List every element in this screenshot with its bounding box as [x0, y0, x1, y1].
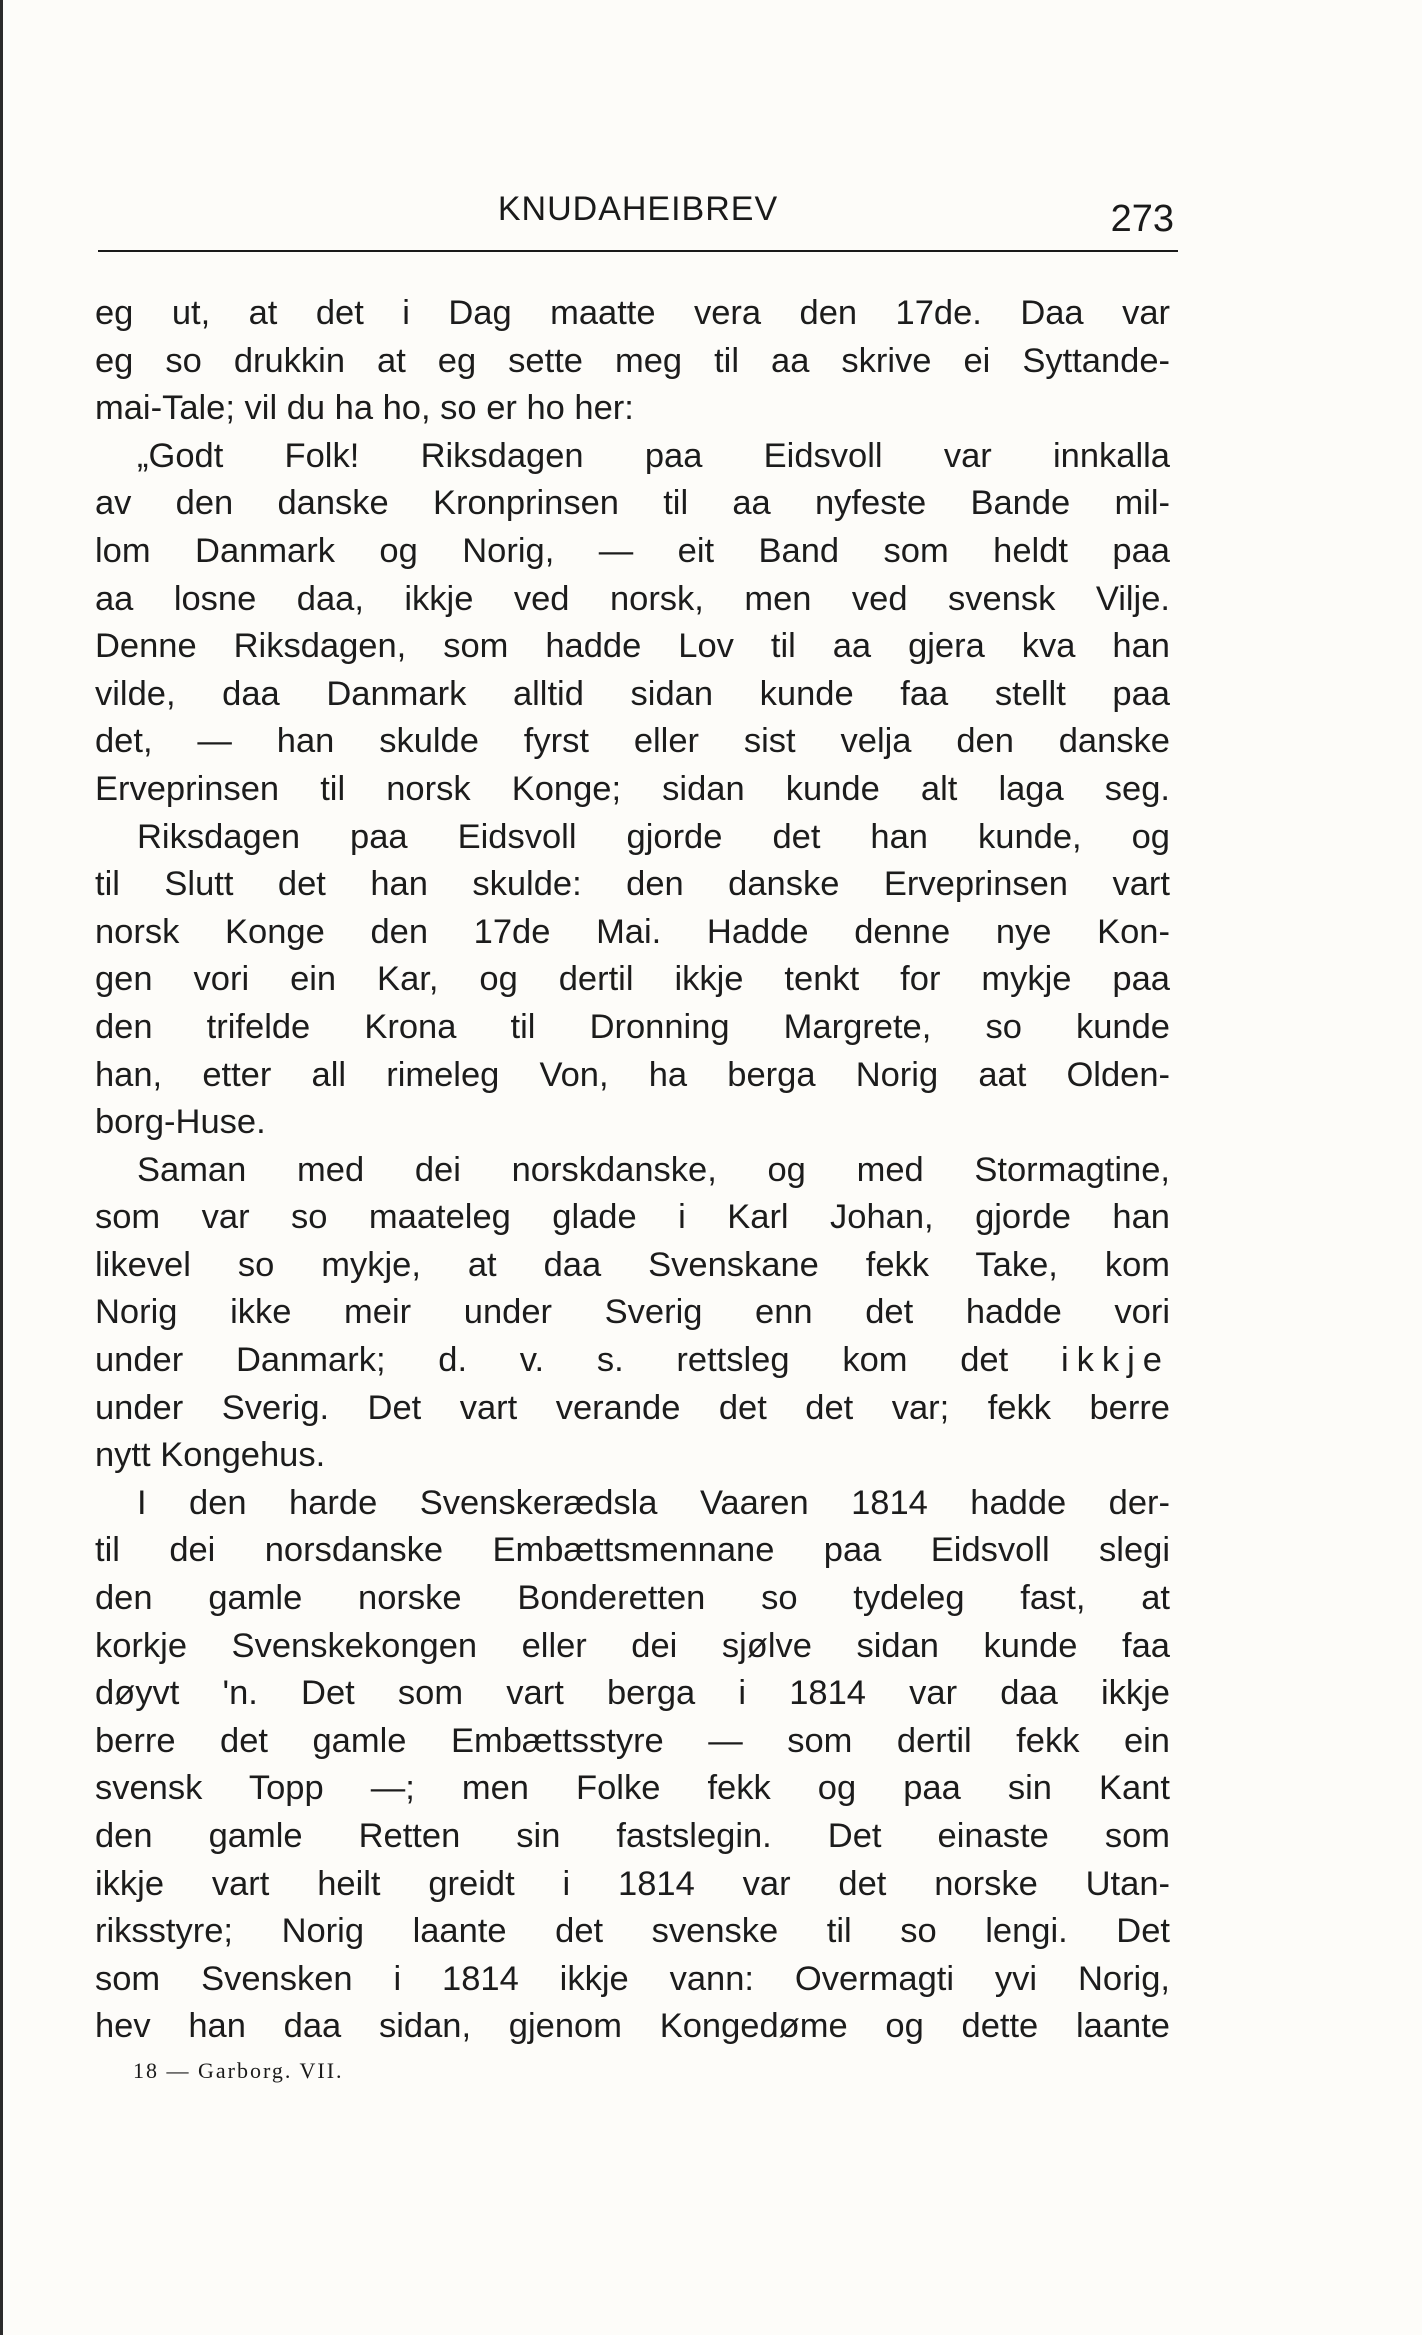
text-line: hev han daa sidan, gjenom Kongedøme og dette laante — [95, 2007, 1170, 2046]
text-line: mai-Tale; vil du ha ho, so er ho her: — [95, 389, 634, 428]
text-line: nytt Kongehus. — [95, 1436, 326, 1475]
text-line: likevel so mykje, at daa Svenskane fekk Take, kom — [95, 1245, 1170, 1284]
text-line: som var so maateleg glade i Karl Johan, gjorde han — [95, 1198, 1170, 1237]
text-line: døyvt 'n. Det som vart berga i 1814 var daa ikkje — [95, 1674, 1170, 1713]
page-header — [98, 190, 1178, 252]
text-line: svensk Topp —; men Folke fekk og paa sin Kant — [95, 1769, 1170, 1808]
text-line: „Godt Folk! Riksdagen paa Eidsvoll var innkalla — [137, 436, 1170, 475]
text-line: den trifelde Krona til Dronning Margrete, so kunde — [95, 1007, 1170, 1046]
text-segment: under Danmark; d. v. s. rettsleg kom det — [95, 1341, 1009, 1380]
text-line: til Slutt det han skulde: den danske Erveprinsen vart — [95, 865, 1170, 904]
text-line: av den danske Kronprinsen til aa nyfeste Bande mil- — [95, 484, 1170, 523]
text-line: den gamle Retten sin fastslegin. Det einaste som — [95, 1817, 1170, 1855]
text-line: gen vori ein Kar, og dertil ikkje tenkt for mykje paa — [95, 960, 1170, 999]
text-line: ikkje vart heilt greidt i 1814 var det norske Utan- — [95, 1864, 1170, 1903]
body-text — [95, 290, 1170, 2051]
text-line: eg so drukkin at eg sette meg til aa skrive ei Syttande- — [95, 341, 1170, 380]
text-line: eg ut, at det i Dag maatte vera den 17de. Daa var — [95, 294, 1170, 332]
text-line: han, etter all rimeleg Von, ha berga Norig aat Olden- — [95, 1055, 1170, 1094]
text-line: Saman med dei norskdanske, og med Stormagtine, — [137, 1150, 1170, 1189]
text-line: I den harde Svenskerædsla Vaaren 1814 hadde der- — [137, 1483, 1170, 1522]
printer-signature: 18 — Garborg. VII. — [133, 2058, 344, 2083]
text-line: Denne Riksdagen, som hadde Lov til aa gjera kva han — [95, 627, 1170, 666]
running-title: KNUDAHEIBREV — [497, 190, 779, 228]
text-line: aa losne daa, ikkje ved norsk, men ved svensk Vilje. — [95, 579, 1170, 618]
text-line: til dei norsdanske Embættsmennane paa Eidsvoll slegi — [95, 1531, 1170, 1570]
text-line: Riksdagen paa Eidsvoll gjorde det han kunde, og — [137, 817, 1170, 856]
text-line: det, — han skulde fyrst eller sist velja den danske — [95, 722, 1170, 761]
text-line: berre det gamle Embættsstyre — som dertil fekk ein — [95, 1721, 1170, 1760]
text-line: korkje Svenskekongen eller dei sjølve sidan kunde faa — [95, 1626, 1170, 1665]
text-line: under Sverig. Det vart verande det det var; fekk berre — [95, 1388, 1170, 1427]
text-line: vilde, daa Danmark alltid sidan kunde faa stellt paa — [95, 674, 1170, 713]
emphasis-spaced: ikkje — [1060, 1341, 1170, 1380]
page-number: 273 — [1110, 198, 1174, 240]
text-line: Erveprinsen til norsk Konge; sidan kunde alt laga seg. — [95, 769, 1170, 808]
text-line: som Svensken i 1814 ikkje vann: Overmagti yvi Norig, — [95, 1959, 1170, 1998]
text-line: riksstyre; Norig laante det svenske til so lengi. Det — [95, 1912, 1170, 1951]
text-line: Norig ikke meir under Sverig enn det hadde vori — [95, 1293, 1170, 1332]
text-line: borg-Huse. — [95, 1103, 266, 1142]
text-line — [95, 1337, 1170, 1385]
text-line: den gamle norske Bonderetten so tydeleg fast, at — [95, 1579, 1170, 1618]
text-line: lom Danmark og Norig, — eit Band som heldt paa — [95, 531, 1170, 570]
text-line: norsk Konge den 17de Mai. Hadde denne nye Kon- — [95, 912, 1170, 951]
